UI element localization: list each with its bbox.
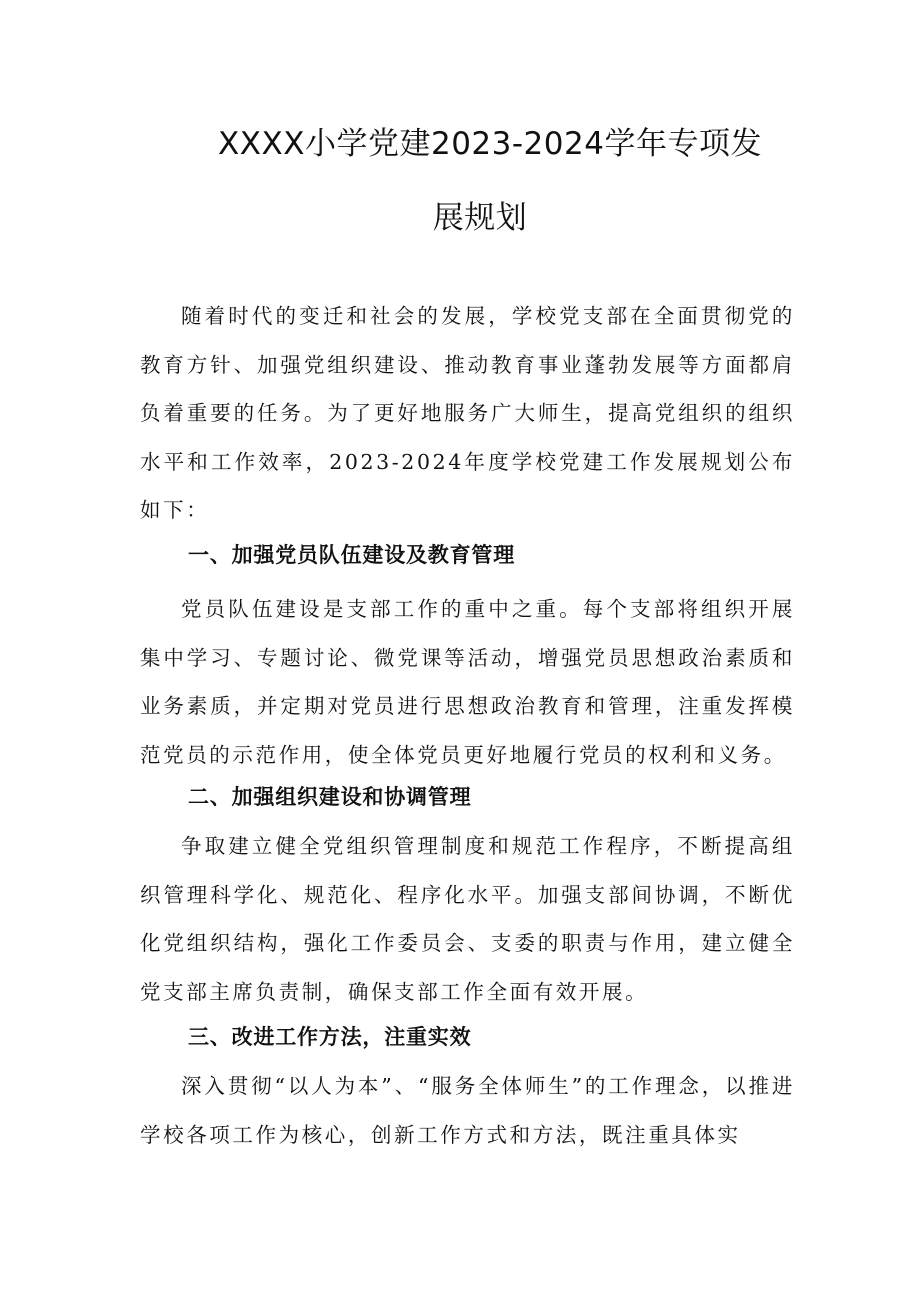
section-1-heading: 一、加强党员队伍建设及教育管理 xyxy=(188,543,515,567)
section-3-heading: 三、改进工作方法，注重实效 xyxy=(188,1025,472,1049)
section-1-body: 党员队伍建设是支部工作的重中之重。每个支部将组织开展集中学习、专题讨论、微党课等活动，增强党员思想政治素质和业务素质，并定期对党员进行思想政治教育和管理，注重发挥模范党员的示范作用，使全体党员更好地履行党员的权利和义务。 xyxy=(140,597,795,767)
section-3-body: 深入贯彻“以人为本”、“服务全体师生”的工作理念，以推进学校各项工作为核心，创新工作方式和方法，既注重具体实 xyxy=(140,1074,795,1147)
section-2-body: 争取建立健全党组织管理制度和规范工作程序，不断提高组织管理科学化、规范化、程序化水平。加强支部间协调，不断优化党组织结构，强化工作委员会、支委的职责与作用，建立健全党支部主席负责制，确保支部工作全面有效开展。 xyxy=(140,834,795,1004)
document-title-line-2: 展规划 xyxy=(432,200,528,236)
document-title-line-1: XXXX小学党建2023-2024学年专项发 xyxy=(218,126,762,162)
section-2-heading: 二、加强组织建设和协调管理 xyxy=(188,785,472,809)
intro-paragraph: 随着时代的变迁和社会的发展，学校党支部在全面贯彻党的教育方针、加强党组织建设、推动教育事业蓬勃发展等方面都肩负着重要的任务。为了更好地服务广大师生，提高党组织的组织水平和工作效率，2023-2024年度学校党建工作发展规划公布如下： xyxy=(140,304,795,522)
